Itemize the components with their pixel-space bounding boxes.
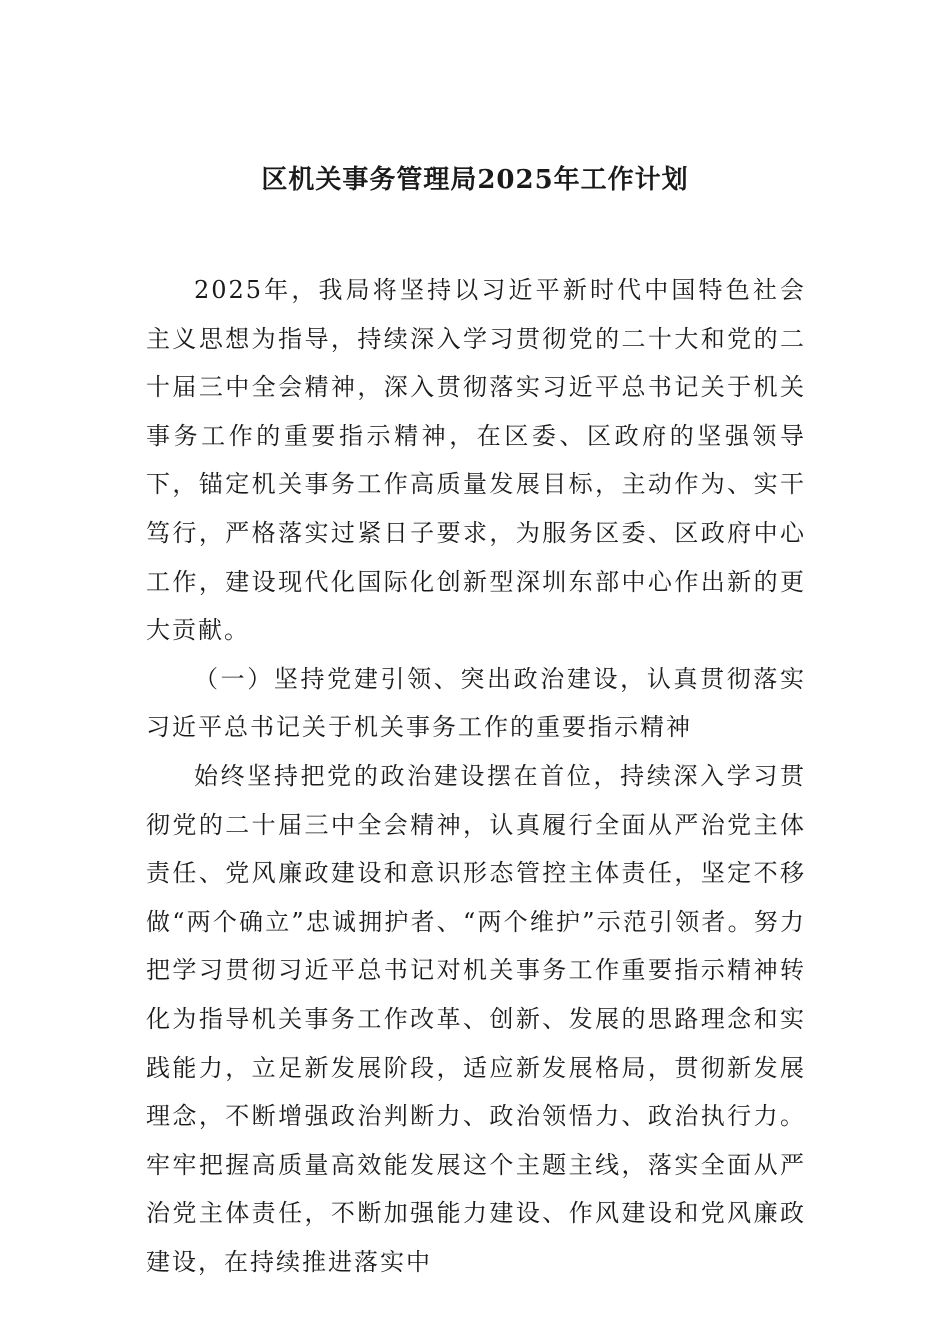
paragraph-section-1: 始终坚持把党的政治建设摆在首位，持续深入学习贯彻党的二十届三中全会精神，认真履行全面从严治党主体责任、党风廉政建设和意识形态管控主体责任，坚定不移做“两个确立”忠诚拥护者、“两个维护”示范引领者。努力把学习贯彻习近平总书记对机关事务工作重要指示精神转化为指导机关事务工作改革、创新、发展的思路理念和实践能力，立足新发展阶段，适应新发展格局，贯彻新发展理念，不断增强政治判断力、政治领悟力、政治执行力。牢牢把握高质量高效能发展这个主题主线，落实全面从严治党主体责任，不断加强能力建设、作风建设和党风廉政建设，在持续推进落实中 — [146, 761, 806, 1276]
document-body — [146, 266, 806, 1286]
section-heading-1: （一）坚持党建引领、突出政治建设，认真贯彻落实习近平总书记关于机关事务工作的重要指示精神 — [146, 664, 806, 742]
paragraph-intro: 2025年，我局将坚持以习近平新时代中国特色社会主义思想为指导，持续深入学习贯彻党的二十大和党的二十届三中全会精神，深入贯彻落实习近平总书记关于机关事务工作的重要指示精神，在区委、区政府的坚强领导下，锚定机关事务工作高质量发展目标，主动作为、实干笃行，严格落实过紧日子要求，为服务区委、区政府中心工作，建设现代化国际化创新型深圳东部中心作出新的更大贡献。 — [146, 276, 806, 645]
document-title: 区机关事务管理局2025年工作计划 — [261, 165, 689, 195]
